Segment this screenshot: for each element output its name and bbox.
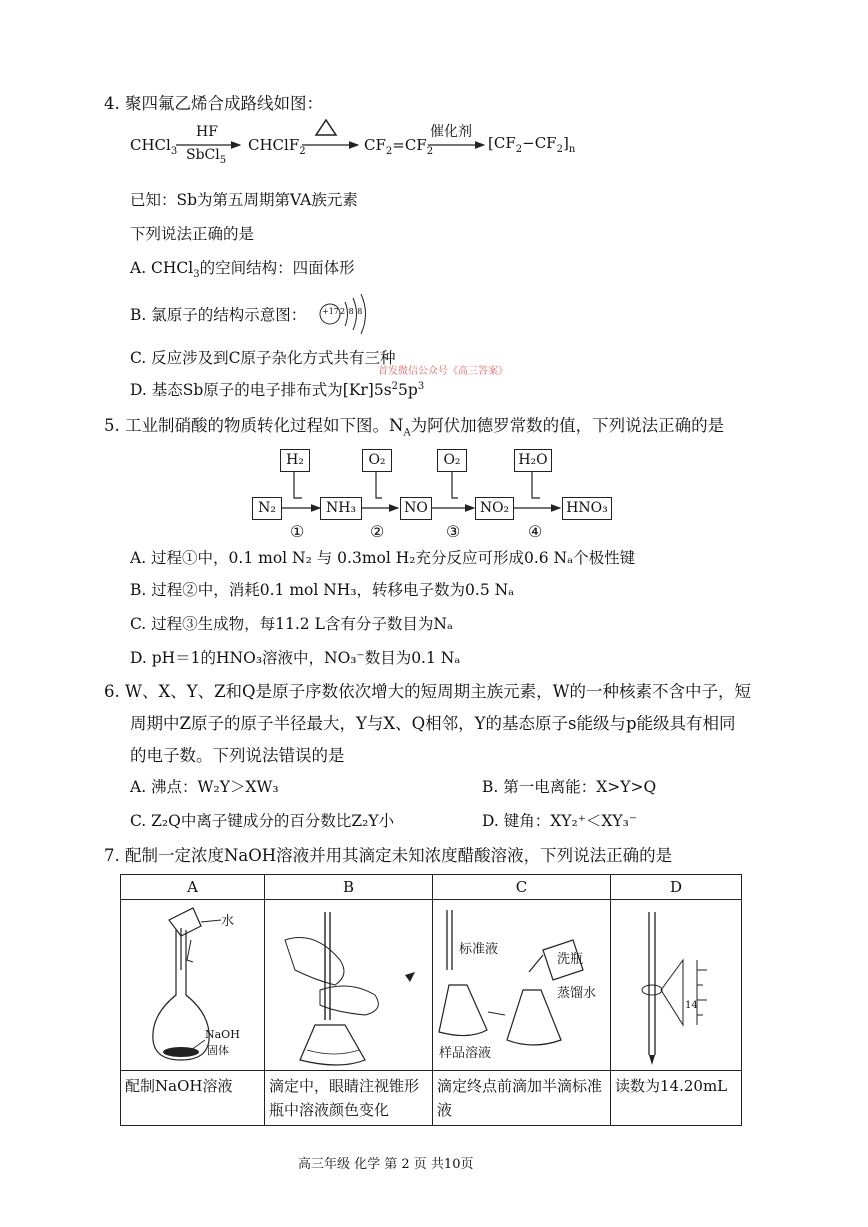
reagent-catalyst: 催化剂 — [430, 124, 472, 140]
q7-options-table — [120, 874, 742, 1126]
q5-option-c: C. 过程③生成物，每11.2 L含有分子数目为Nₐ — [130, 615, 453, 633]
q4-option-d: D. 基态Sb原子的电子排布式为$[Kr]5s^25p^3$ — [130, 380, 425, 399]
label-tick-14: 14 — [685, 1000, 698, 1011]
flow-n2-box: N₂ — [252, 497, 282, 520]
col-header-d: D — [611, 875, 742, 900]
q6-line-3: 的电子数。下列说法错误的是 — [130, 746, 345, 765]
q4-prompt: 下列说法正确的是 — [130, 225, 255, 243]
label-distilled-water: 蒸馏水 — [557, 986, 597, 1001]
caption-c: 滴定终点前滴加半滴标准液 — [433, 1071, 611, 1126]
q6-line-1: 6. W、X、Y、Z和Q是原子序数依次增大的短周期主族元素，W的一种核素不含中子，短 — [104, 682, 752, 701]
flow-h2o-box: H₂O — [514, 449, 552, 472]
step-2-label: ② — [370, 522, 385, 541]
step-4-label: ④ — [528, 522, 543, 541]
figure-c-wash-bottle — [433, 900, 611, 1071]
label-standard-solution: 标准液 — [459, 942, 499, 957]
flow-h2-box: H₂ — [280, 449, 310, 472]
q4-stem: 4. 聚四氟乙烯合成路线如图： — [104, 94, 323, 113]
heat-triangle-icon — [316, 120, 336, 135]
nucleus-charge: +17 — [322, 307, 339, 316]
flow-nh3-box: NH₃ — [320, 497, 362, 520]
watermark: 首发微信公众号《高三答案》 — [378, 366, 508, 377]
q7-stem: 7. 配制一定浓度NaOH溶液并用其滴定未知浓度醋酸溶液，下列说法正确的是 — [104, 846, 673, 865]
caption-b: 滴定中，眼睛注视锥形瓶中溶液颜色变化 — [265, 1071, 433, 1126]
step-3-label: ③ — [446, 522, 461, 541]
species-chclf2: CHClF$_2$ — [248, 136, 306, 157]
reagent-sbcl5: SbCl$_5$ — [186, 147, 227, 166]
q5-option-d: D. pH＝1的HNO₃溶液中，NO₃⁻数目为0.1 Nₐ — [130, 649, 461, 667]
species-chcl3: CHCl$_3$ — [130, 136, 178, 157]
flow-no2-box: NO₂ — [475, 497, 514, 520]
figure-a-volumetric-flask — [121, 900, 265, 1071]
label-wash-bottle: 洗瓶 — [557, 952, 584, 967]
figure-d-burette — [611, 900, 742, 1071]
flow-no-box: NO — [400, 497, 432, 520]
scheme-arrows — [0, 0, 868, 180]
flow-hno3-box: HNO₃ — [562, 497, 612, 520]
q5-option-a: A. 过程①中，0.1 mol N₂ 与 0.3mol H₂充分反应可形成0.6 Nₐ个极性键 — [130, 549, 636, 567]
step-1-label: ① — [290, 522, 305, 541]
species-cf2cf2: $CF_2=CF_2$ — [364, 136, 434, 157]
label-naoh: NaOH — [205, 1028, 240, 1041]
flow-o2-box-1: O₂ — [362, 449, 392, 472]
q4-option-a: A. CHCl$_3$的空间结构：四面体形 — [130, 259, 355, 281]
reagent-hf: HF — [196, 124, 218, 140]
q4-known: 已知：Sb为第五周期第VA族元素 — [130, 191, 358, 209]
col-header-b: B — [265, 875, 433, 900]
electron-shells: 2 8 8 — [340, 307, 363, 316]
label-water: 水 — [221, 914, 235, 929]
q4-option-b: B. 氯原子的结构示意图： — [130, 306, 307, 324]
q5-option-b: B. 过程②中，消耗0.1 mol NH₃，转移电子数为0.5 Nₐ — [130, 581, 515, 599]
q6-option-c: C. Z₂Q中离子键成分的百分数比Z₂Y小 — [130, 812, 395, 830]
page-footer: 高三年级 化学 第 2 页 共10页 — [298, 1157, 474, 1172]
q4-option-c: C. 反应涉及到C原子杂化方式共有三种 — [130, 349, 396, 367]
q6-option-d: D. 键角：XY₂⁺＜XY₃⁻ — [482, 812, 638, 830]
col-header-c: C — [433, 875, 611, 900]
label-solid: 固体 — [207, 1044, 229, 1057]
flow-o2-box-2: O₂ — [437, 449, 467, 472]
q5-stem: 5. 工业制硝酸的物质转化过程如下图。$N_A$为阿伏加德罗常数的值，下列说法正确的是 — [104, 416, 725, 439]
q6-line-2: 周期中Z原子的原子半径最大，Y与X、Q相邻，Y的基态原子s能级与p能级具有相同 — [130, 714, 736, 733]
col-header-a: A — [121, 875, 265, 900]
species-ptfe: $[CF_2-CF_2]_n$ — [488, 134, 576, 155]
label-sample-solution: 样品溶液 — [439, 1046, 492, 1061]
figure-b-titration-hands — [265, 900, 433, 1071]
q6-option-b: B. 第一电离能：X>Y>Q — [482, 778, 657, 796]
flow-arrows — [0, 440, 868, 550]
caption-a: 配制NaOH溶液 — [121, 1071, 265, 1126]
q6-option-a: A. 沸点：W₂Y＞XW₃ — [130, 778, 279, 796]
caption-d: 读数为14.20mL — [611, 1071, 742, 1126]
